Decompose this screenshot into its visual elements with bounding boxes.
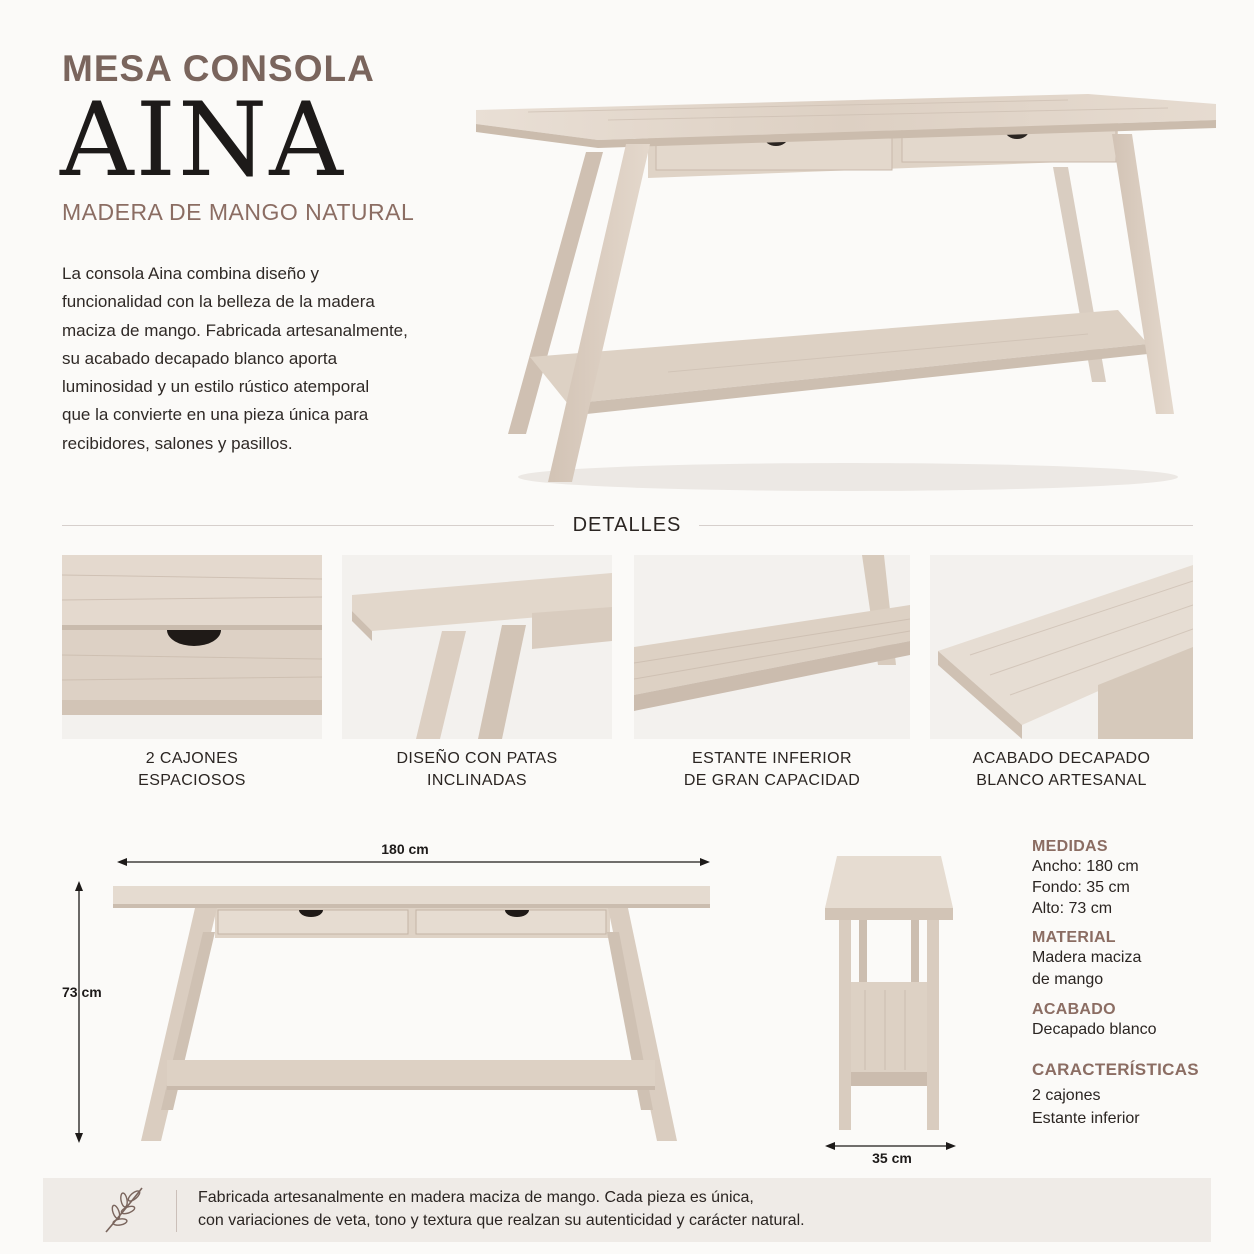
height-dimension-label: 73 cm	[62, 984, 102, 1000]
spec-value: Decapado blanco	[1032, 1021, 1157, 1038]
detail-image-finish	[930, 555, 1193, 739]
product-category: MESA CONSOLA	[62, 48, 375, 89]
spec-value: Fondo: 35 cm	[1032, 879, 1130, 896]
caption-line: DE GRAN CAPACIDAD	[683, 772, 861, 789]
caption-line: INCLINADAS	[426, 772, 528, 789]
product-subtitle: MADERA DE MANGO NATURAL	[62, 199, 415, 225]
detail-image-legs	[342, 555, 612, 739]
spec-value: Estante inferior	[1032, 1110, 1140, 1127]
description-line: luminosidad y un estilo rústico atemporal	[62, 377, 370, 397]
description-line: su acabado decapado blanco aporta	[62, 348, 338, 368]
spec-heading-acabado: ACABADO	[1032, 1001, 1116, 1018]
detail-caption	[342, 748, 612, 792]
front-dimension-drawing	[55, 838, 725, 1158]
caption-line: BLANCO ARTESANAL	[976, 772, 1147, 789]
spec-heading-caracteristicas: CARACTERÍSTICAS	[1032, 1060, 1199, 1079]
specifications-panel	[1032, 838, 1242, 1130]
width-dimension-label: 180 cm	[381, 841, 429, 857]
detail-caption	[634, 748, 910, 792]
spec-heading-material: MATERIAL	[1032, 929, 1116, 946]
description-line: que la convierte en una pieza única para	[62, 405, 369, 425]
caption-line: DISEÑO CON PATAS	[396, 750, 558, 767]
footer-line: Fabricada artesanalmente en madera maciza de mango. Cada pieza es única,	[198, 1189, 754, 1206]
description-line: recibidores, salones y pasillos.	[62, 433, 293, 453]
description-line: funcionalidad con la belleza de la madera	[62, 292, 375, 312]
section-heading-details: DETALLES	[572, 514, 682, 536]
detail-image-shelf	[634, 555, 910, 739]
detail-caption	[62, 748, 322, 792]
olive-branch-icon	[98, 1184, 150, 1236]
product-title: AINA	[60, 81, 345, 200]
spec-value: 2 cajones	[1032, 1087, 1101, 1104]
footer-text	[198, 1186, 1198, 1232]
depth-dimension-label: 35 cm	[872, 1150, 912, 1166]
detail-image-drawers	[62, 555, 322, 739]
caption-line: ESTANTE INFERIOR	[692, 750, 852, 767]
caption-line: ACABADO DECAPADO	[972, 750, 1151, 767]
product-description	[62, 260, 462, 458]
side-dimension-drawing	[815, 850, 965, 1150]
footer-line: con variaciones de veta, tono y textura que realzan su autenticidad y carácter natural.	[198, 1212, 805, 1229]
spec-heading-medidas: MEDIDAS	[1032, 838, 1108, 855]
caption-line: 2 CAJONES	[145, 750, 239, 767]
spec-value: Alto: 73 cm	[1032, 900, 1113, 917]
detail-caption	[930, 748, 1193, 792]
spec-value: Madera maciza	[1032, 949, 1142, 966]
spec-value: Ancho: 180 cm	[1032, 858, 1139, 875]
footer-separator	[176, 1190, 177, 1232]
description-line: La consola Aina combina diseño y	[62, 264, 320, 283]
spec-value: de mango	[1032, 971, 1104, 988]
hero-product-image	[468, 82, 1228, 502]
description-line: maciza de mango. Fabricada artesanalmente,	[62, 320, 408, 340]
caption-line: ESPACIOSOS	[138, 772, 246, 789]
